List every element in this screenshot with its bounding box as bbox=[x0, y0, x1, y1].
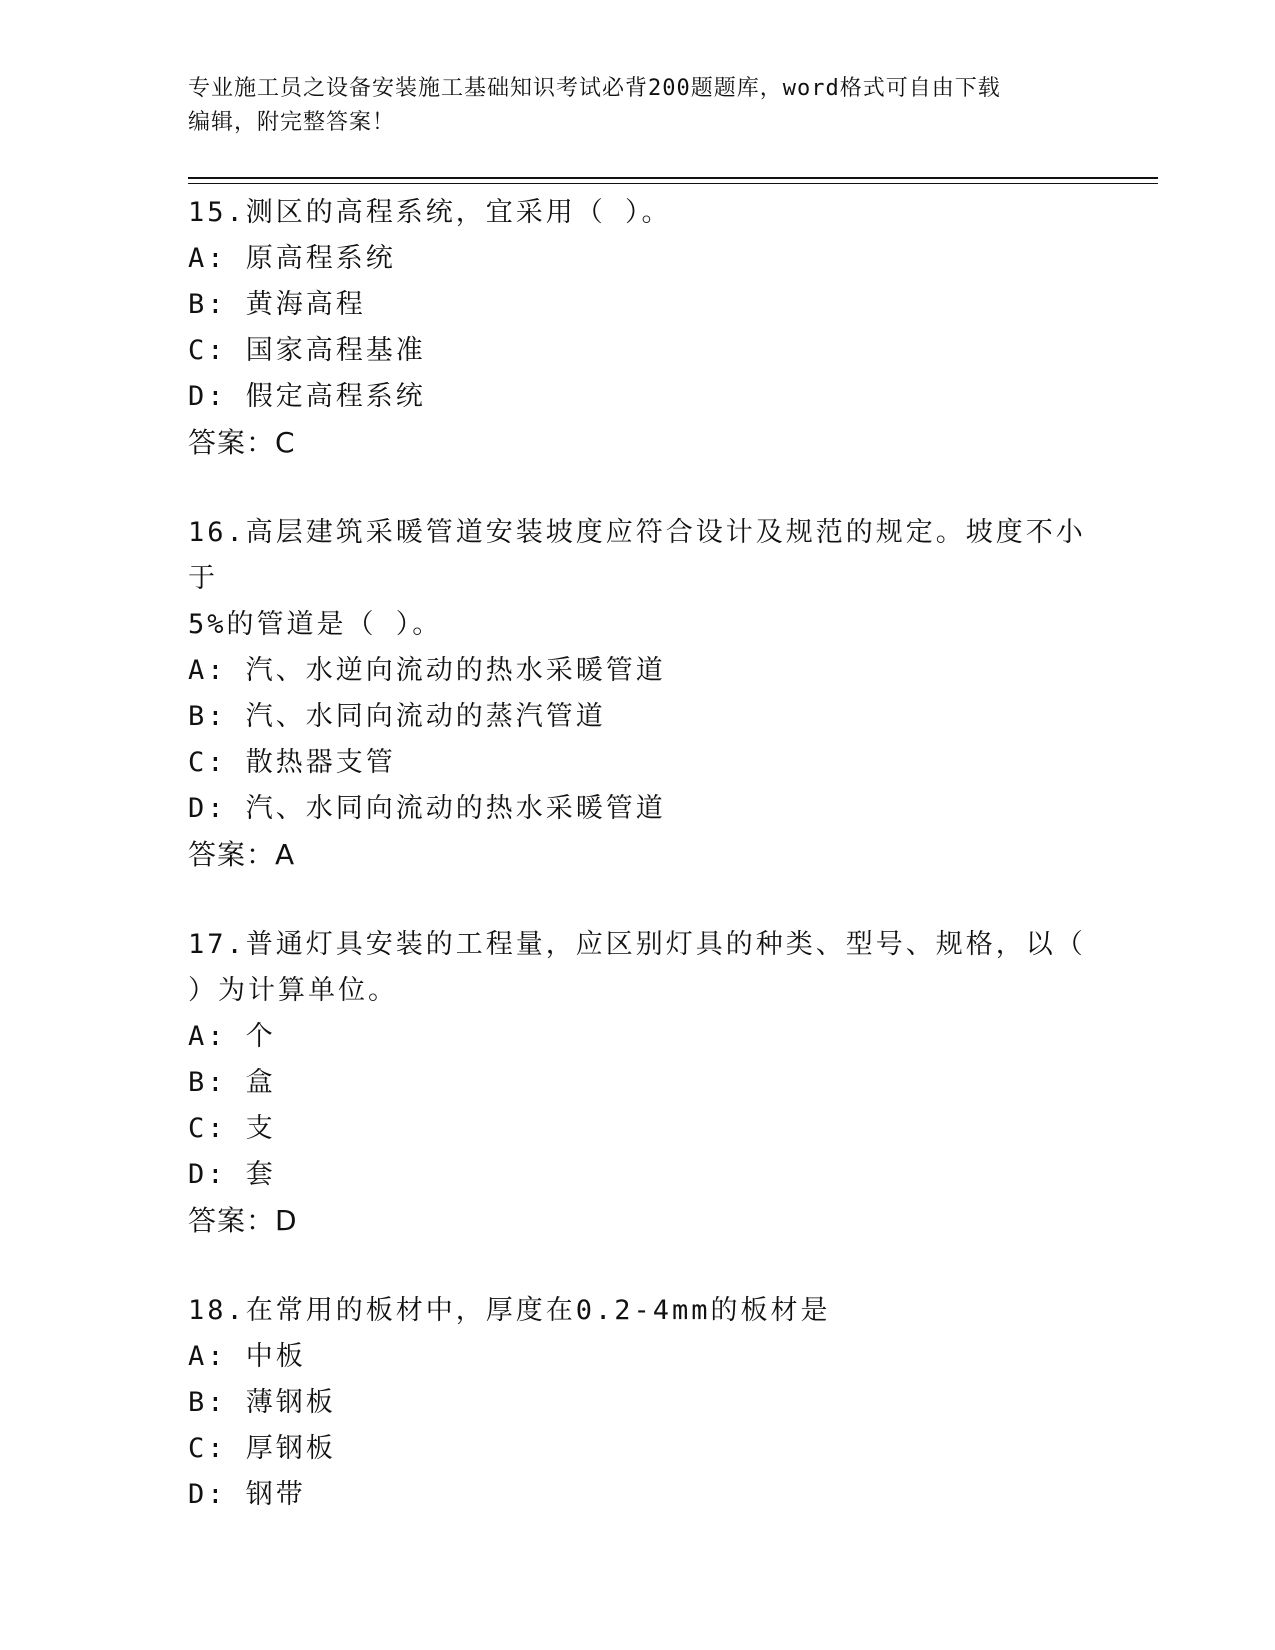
header-divider-thick bbox=[188, 177, 1158, 179]
question-18 bbox=[188, 1288, 1088, 1518]
question-stem: 16.高层建筑采暖管道安装坡度应符合设计及规范的规定。坡度不小于 bbox=[188, 517, 1086, 594]
question-17 bbox=[188, 922, 1088, 1244]
option-a: A: 个 bbox=[188, 1021, 276, 1052]
question-stem-continued: 5%的管道是（ ）。 bbox=[188, 609, 443, 640]
question-16 bbox=[188, 510, 1088, 878]
question-stem: 17.普通灯具安装的工程量，应区别灯具的种类、型号、规格，以（ bbox=[188, 929, 1086, 960]
option-b: B: 黄海高程 bbox=[188, 289, 366, 320]
question-stem: 15.测区的高程系统，宜采用（ ）。 bbox=[188, 197, 672, 228]
document-header bbox=[188, 72, 1088, 140]
answer-line: 答案：D bbox=[188, 1204, 298, 1237]
question-15 bbox=[188, 190, 1088, 466]
option-c: C: 散热器支管 bbox=[188, 747, 396, 778]
question-stem-continued: ）为计算单位。 bbox=[188, 975, 398, 1006]
option-b: B: 薄钢板 bbox=[188, 1387, 336, 1418]
answer-line: 答案：A bbox=[188, 838, 296, 871]
option-c: C: 厚钢板 bbox=[188, 1433, 336, 1464]
option-c: C: 国家高程基准 bbox=[188, 335, 426, 366]
option-b: B: 汽、水同向流动的蒸汽管道 bbox=[188, 701, 606, 732]
option-d: D: 套 bbox=[188, 1159, 276, 1190]
option-b: B: 盒 bbox=[188, 1067, 276, 1098]
option-a: A: 原高程系统 bbox=[188, 243, 396, 274]
header-line-1: 专业施工员之设备安装施工基础知识考试必背200题题库，word格式可自由下载 bbox=[188, 76, 1001, 101]
option-d: D: 汽、水同向流动的热水采暖管道 bbox=[188, 793, 666, 824]
option-a: A: 中板 bbox=[188, 1341, 306, 1372]
answer-line: 答案：C bbox=[188, 426, 296, 459]
option-d: D: 假定高程系统 bbox=[188, 381, 426, 412]
question-list bbox=[188, 190, 1088, 1562]
option-d: D: 钢带 bbox=[188, 1479, 306, 1510]
header-divider-thin bbox=[188, 183, 1158, 184]
header-line-2: 编辑，附完整答案！ bbox=[188, 110, 396, 135]
question-stem: 18.在常用的板材中，厚度在0.2-4mm的板材是 bbox=[188, 1295, 831, 1326]
option-c: C: 支 bbox=[188, 1113, 276, 1144]
option-a: A: 汽、水逆向流动的热水采暖管道 bbox=[188, 655, 666, 686]
